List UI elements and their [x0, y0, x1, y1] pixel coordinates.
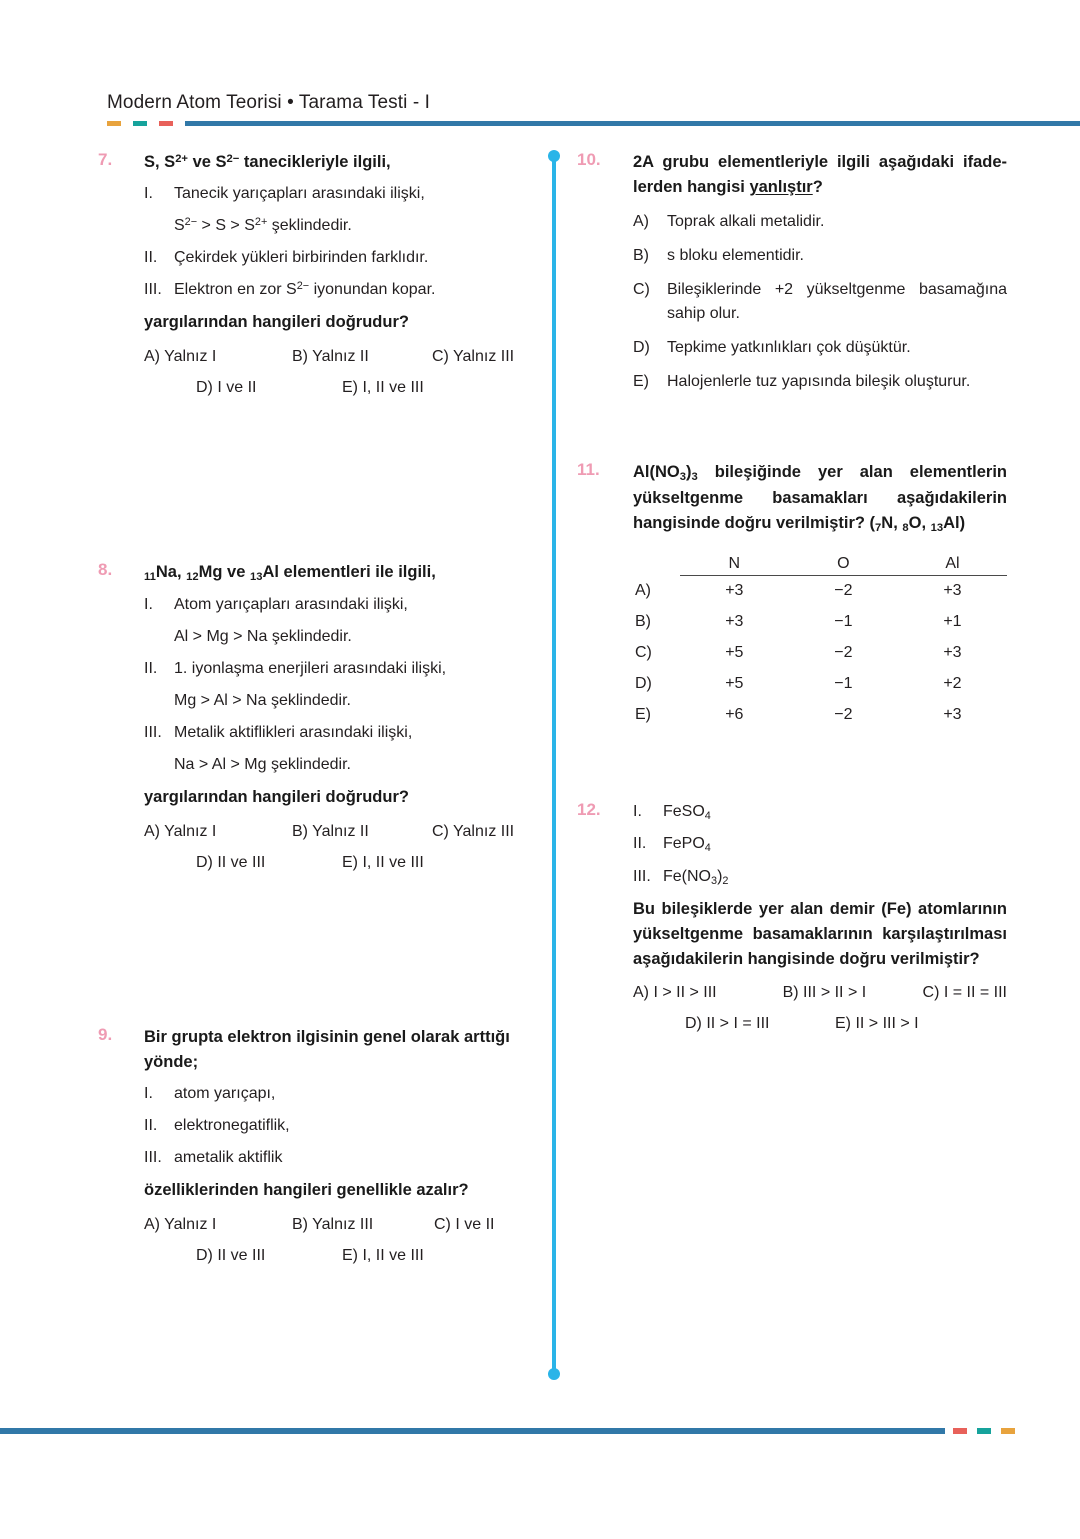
option-c[interactable] — [633, 278, 1007, 326]
item-label: II. — [633, 835, 647, 853]
choice-c[interactable]: C) Yalnız III — [432, 822, 515, 840]
question-8-subline-1: Al > Mg > Na şeklindedir. — [174, 628, 352, 646]
header-dash-teal — [133, 121, 147, 126]
option-b[interactable] — [633, 244, 1007, 268]
choice-a[interactable]: A) I > II > III — [633, 984, 717, 1002]
item-text: Metalik aktiflikleri arasındaki ilişki, — [174, 724, 413, 742]
option-label: B) — [633, 247, 649, 265]
option-label: C) — [633, 281, 650, 299]
item-label: I. — [144, 1085, 153, 1103]
column-divider — [552, 156, 556, 1374]
option-text: Bileşiklerinde +2 yükseltgenme basamağına sahip olur. — [667, 281, 1007, 323]
option-label: D) — [633, 339, 650, 357]
question-10-stem-part2: ? — [812, 178, 823, 197]
header-bar-blue — [185, 121, 1080, 126]
table-row[interactable] — [633, 669, 1007, 700]
item-label: III. — [633, 867, 651, 885]
question-9-choices — [144, 1216, 528, 1265]
question-10 — [577, 150, 1007, 404]
item-text: Atom yarıçapları arasındaki ilişki, — [174, 596, 408, 614]
item-text: atom yarıçapı, — [174, 1085, 276, 1103]
item-text: Elektron en zor $S^{2-}$ iyonundan kopar. — [174, 280, 436, 299]
choice-e[interactable]: E) I, II ve III — [342, 853, 424, 871]
oxidation-states-table — [633, 549, 1007, 731]
list-item — [144, 1082, 528, 1106]
row-label: E) — [635, 706, 651, 724]
choice-d[interactable]: D) II > I = III — [685, 1015, 770, 1033]
choice-e[interactable]: E) II > III > I — [835, 1015, 919, 1033]
question-10-stem — [633, 150, 1007, 200]
column-header-al: Al — [898, 549, 1007, 576]
item-text: 1. iyonlaşma enerjileri arasındaki ilişki, — [174, 660, 447, 678]
question-7-items — [144, 182, 528, 302]
list-item — [144, 278, 528, 302]
divider-dot-bottom — [548, 1368, 560, 1380]
question-12-items — [633, 800, 1007, 889]
table-header-row — [633, 549, 1007, 576]
page-title: Modern Atom Teorisi • Tarama Testi - I — [107, 92, 431, 113]
table-row[interactable] — [633, 576, 1007, 608]
cell-al: +1 — [943, 613, 962, 631]
cell-al: +3 — [943, 644, 962, 662]
list-item — [633, 865, 1007, 889]
item-label: III. — [144, 281, 162, 299]
choice-c[interactable]: C) I = II = III — [922, 984, 1007, 1002]
divider-dot-top — [548, 150, 560, 162]
choice-a[interactable]: A) Yalnız I — [144, 347, 217, 365]
row-label: B) — [635, 613, 651, 631]
question-10-stem-emphasis: yanlıştır — [749, 178, 813, 197]
list-item — [144, 1146, 528, 1170]
question-11-number: 11. — [577, 460, 600, 479]
row-label: C) — [635, 644, 652, 662]
list-item — [144, 657, 528, 681]
choice-a[interactable]: A) Yalnız I — [144, 1215, 217, 1233]
question-8-ask: yargılarından hangileri doğrudur? — [144, 788, 409, 807]
choice-d[interactable]: D) I ve II — [196, 378, 257, 396]
question-8-subline-3: Na > Al > Mg şeklindedir. — [174, 756, 351, 774]
question-10-stem-part1: 2A grubu elementleriyle ilgili aşağıdaki ifade-lerden hangisi — [633, 153, 1007, 197]
item-text: $Fe(NO_3)_2$ — [663, 867, 729, 887]
question-12 — [577, 800, 1007, 1033]
question-8-choices — [144, 823, 528, 872]
option-a[interactable] — [633, 210, 1007, 234]
item-label: II. — [144, 249, 158, 267]
list-item — [144, 721, 528, 745]
table-row[interactable] — [633, 700, 1007, 731]
list-item — [144, 182, 528, 206]
footer-dash-orange — [1001, 1428, 1015, 1434]
question-7-subline: $S^{2-} > S > S^{2+}$ şeklindedir. — [174, 216, 352, 235]
cell-n: +3 — [725, 613, 744, 631]
list-item — [144, 1114, 528, 1138]
question-9-stem: Bir grupta elektron ilgisinin genel olarak arttığı yönde; — [144, 1028, 510, 1072]
header-dash-orange — [107, 121, 121, 126]
option-text: s bloku elementidir. — [667, 247, 804, 265]
question-11 — [577, 460, 1007, 731]
question-7-number: 7. — [98, 150, 113, 169]
option-e[interactable] — [633, 370, 1007, 394]
item-label: I. — [144, 596, 153, 614]
option-d[interactable] — [633, 336, 1007, 360]
page-header — [0, 92, 1080, 138]
footer-dash-teal — [977, 1428, 991, 1434]
choice-c[interactable]: C) I ve II — [434, 1215, 495, 1233]
question-7-ask: yargılarından hangileri doğrudur? — [144, 313, 409, 332]
list-item — [144, 246, 528, 270]
footer-dash-red — [953, 1428, 967, 1434]
choice-b[interactable]: B) Yalnız III — [292, 1215, 374, 1233]
table-row[interactable] — [633, 638, 1007, 669]
question-10-options — [633, 210, 1007, 394]
item-label: III. — [144, 1149, 162, 1167]
choice-d[interactable]: D) II ve III — [196, 853, 266, 871]
question-8-stem: 11Na, 12Mg ve 13Al elementleri ile ilgili, — [144, 563, 436, 584]
question-8 — [98, 560, 528, 872]
question-8-subline-2: Mg > Al > Na şeklindedir. — [174, 692, 351, 710]
question-12-ask: Bu bileşiklerde yer alan demir (Fe) atomlarının yükseltgenme basamaklarının karşılaştırılması aşağıdakilerin hangisinde doğru verilmiştir? — [633, 900, 1007, 968]
choice-a[interactable]: A) Yalnız I — [144, 822, 217, 840]
list-item — [633, 832, 1007, 856]
option-label: E) — [633, 373, 649, 391]
question-11-stem: $Al(NO_3)_3$ bileşiğinde yer alan elementlerin yükseltgenme basamakları aşağıdakilerin hangisinde doğru verilmiştir? (7N, 8O, 13Al) — [633, 463, 1007, 535]
option-text: Tepkime yatkınlıkları çok düşüktür. — [667, 339, 911, 357]
cell-n: +6 — [725, 706, 744, 724]
cell-al: +3 — [943, 582, 962, 600]
item-label: I. — [633, 803, 642, 820]
question-9-items — [144, 1082, 528, 1170]
page-footer — [0, 1428, 1080, 1434]
list-item — [633, 800, 1007, 824]
question-12-choices — [633, 984, 1007, 1033]
cell-o: −2 — [834, 582, 853, 600]
question-12-number: 12. — [577, 800, 601, 819]
choice-b[interactable]: B) Yalnız II — [292, 822, 369, 840]
item-text: Çekirdek yükleri birbirinden farklıdır. — [174, 249, 429, 267]
row-label: A) — [635, 582, 651, 600]
choice-d[interactable]: D) II ve III — [196, 1246, 266, 1264]
cell-o: −1 — [834, 675, 853, 693]
table-corner — [633, 549, 680, 576]
list-item — [144, 593, 528, 617]
item-label: II. — [144, 1117, 158, 1135]
cell-o: −1 — [834, 613, 853, 631]
column-header-n: N — [680, 549, 789, 576]
question-10-number: 10. — [577, 150, 601, 169]
cell-o: −2 — [834, 644, 853, 662]
question-8-items — [144, 593, 528, 777]
question-7 — [98, 150, 528, 397]
choice-e[interactable]: E) I, II ve III — [342, 378, 424, 396]
cell-n: +5 — [725, 644, 744, 662]
item-label: III. — [144, 724, 162, 742]
cell-o: −2 — [834, 706, 853, 724]
choice-e[interactable]: E) I, II ve III — [342, 1246, 424, 1264]
header-rule — [107, 121, 1080, 126]
question-7-choices — [144, 348, 528, 397]
question-9 — [98, 1025, 528, 1265]
column-header-o: O — [789, 549, 898, 576]
cell-al: +2 — [943, 675, 962, 693]
header-dash-red — [159, 121, 173, 126]
question-9-ask: özelliklerinden hangileri genellikle azalır? — [144, 1181, 469, 1200]
question-7-stem: S, $S^{2+}$ ve $S^{2-}$ tanecikleriyle ilgili, — [144, 152, 391, 171]
question-8-number: 8. — [98, 560, 113, 579]
choice-b[interactable]: B) III > II > I — [782, 984, 867, 1002]
footer-bar-blue — [0, 1428, 945, 1434]
item-label: II. — [144, 660, 158, 678]
choice-b[interactable]: B) Yalnız II — [292, 347, 369, 365]
item-label: I. — [144, 185, 153, 203]
item-text: FePO$_4$ — [663, 835, 711, 855]
cell-n: +3 — [725, 582, 744, 600]
question-9-number: 9. — [98, 1025, 113, 1044]
option-text: Halojenlerle tuz yapısında bileşik oluşturur. — [667, 373, 971, 391]
cell-n: +5 — [725, 675, 744, 693]
row-label: D) — [635, 675, 652, 693]
cell-al: +3 — [943, 706, 962, 724]
item-text: ametalik aktiflik — [174, 1149, 283, 1167]
table-row[interactable] — [633, 607, 1007, 638]
choice-c[interactable]: C) Yalnız III — [432, 347, 515, 365]
option-label: A) — [633, 213, 649, 231]
item-text: FeSO$_4$ — [663, 803, 711, 823]
item-text: Tanecik yarıçapları arasındaki ilişki, — [174, 185, 425, 203]
option-text: Toprak alkali metalidir. — [667, 213, 825, 231]
item-text: elektronegatiflik, — [174, 1117, 290, 1135]
